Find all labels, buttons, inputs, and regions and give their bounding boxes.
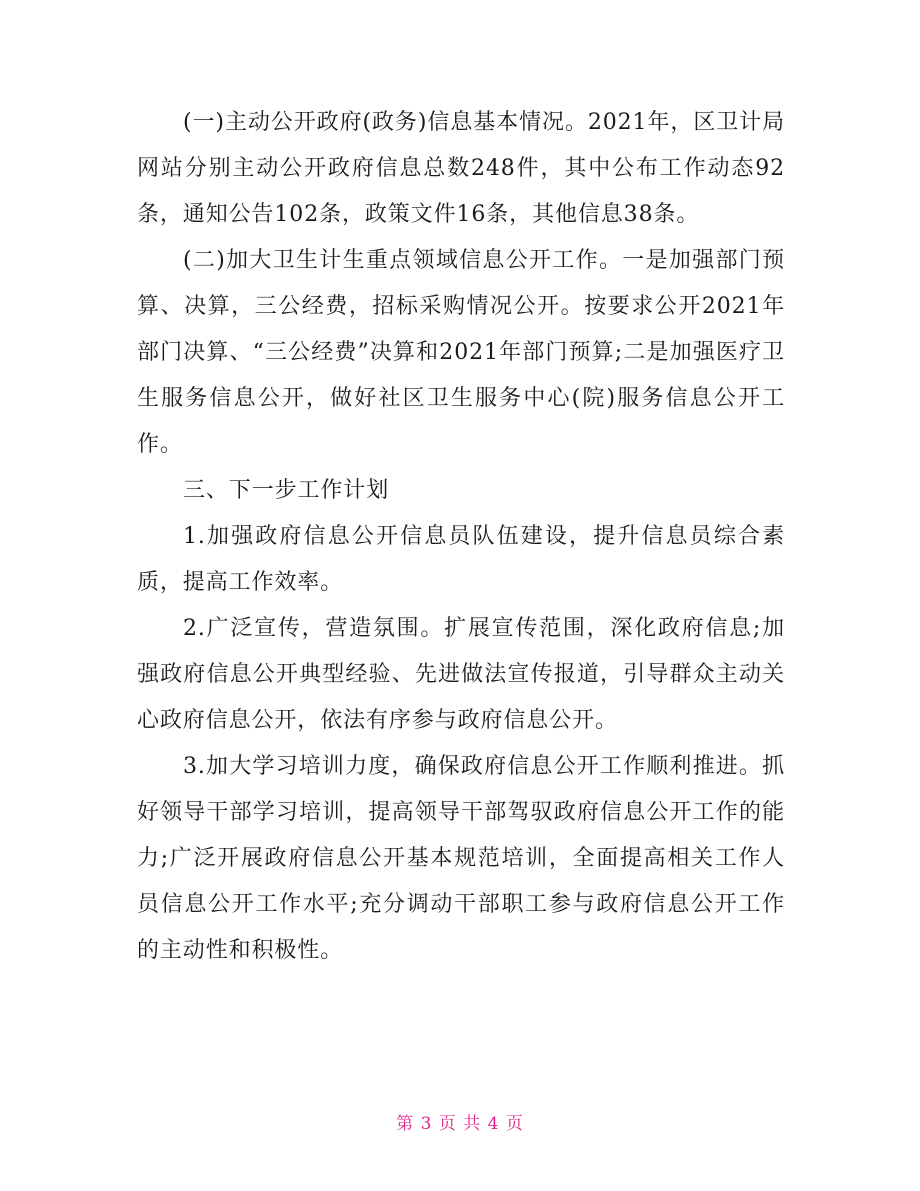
paragraph-key-areas: (二)加大卫生计生重点领域信息公开工作。一是加强部门预算、决算，三公经费，招标采购情况公开。按要求公开2021年部门决算、“三公经费”决算和2021年部门预算;二是加强医疗卫生服务信息公开，做好社区卫生服务中心(院)服务信息公开工作。 bbox=[137, 248, 785, 457]
document-body bbox=[137, 100, 785, 974]
plan-item-1: 1.加强政府信息公开信息员队伍建设，提升信息员综合素质，提高工作效率。 bbox=[137, 524, 785, 595]
section-heading-next-steps: 三、下一步工作计划 bbox=[183, 478, 390, 503]
plan-item-2: 2.广泛宣传，营造氛围。扩展宣传范围，深化政府信息;加强政府信息公开典型经验、先进做法宣传报道，引导群众主动关心政府信息公开，依法有序参与政府信息公开。 bbox=[137, 616, 785, 733]
plan-item-3: 3.加大学习培训力度，确保政府信息公开工作顺利推进。抓好领导干部学习培训，提高领导干部驾驭政府信息公开工作的能力;广泛开展政府信息公开基本规范培训，全面提高相关工作人员信息公开工作水平;充分调动干部职工参与政府信息公开工作的主动性和积极性。 bbox=[137, 754, 785, 963]
paragraph-public-info-summary: (一)主动公开政府(政务)信息基本情况。2021年，区卫计局网站分别主动公开政府信息总数248件，其中公布工作动态92条，通知公告102条，政策文件16条，其他信息38条。 bbox=[137, 110, 785, 227]
page-footer bbox=[0, 1112, 920, 1136]
page-number-label: 第 3 页 共 4 页 bbox=[396, 1114, 524, 1134]
